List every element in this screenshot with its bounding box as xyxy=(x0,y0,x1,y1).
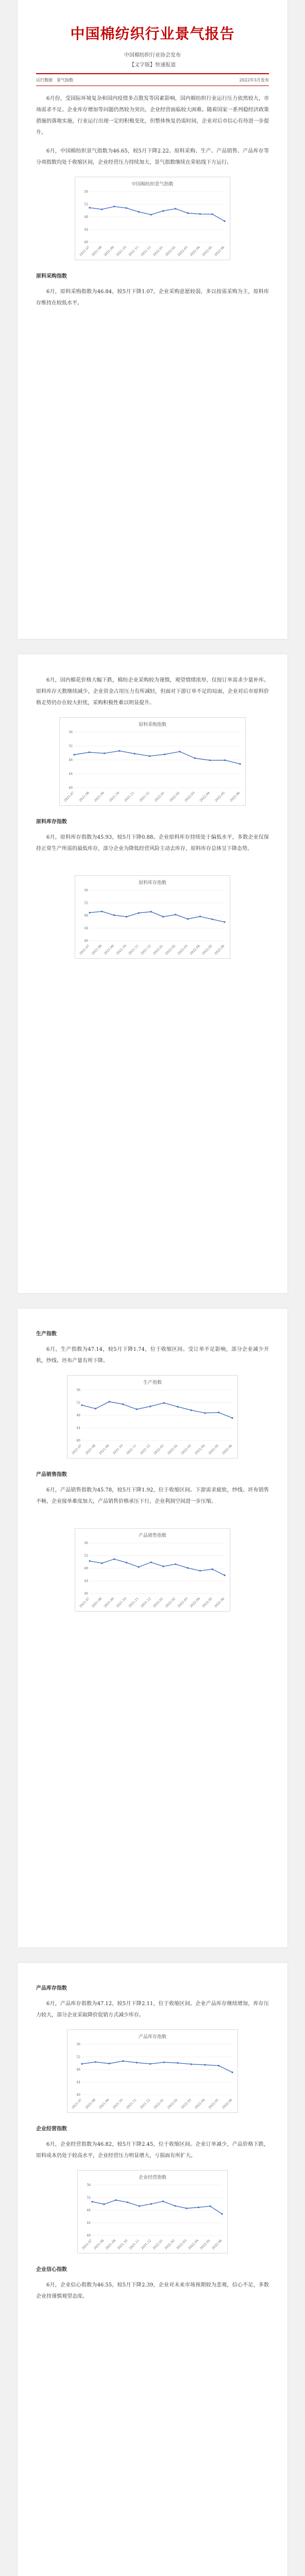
chart-title: 中国棉纺织景气指数 xyxy=(131,182,174,187)
data-point xyxy=(175,208,176,209)
left-tag: 运行数据 景气指数 xyxy=(36,78,73,82)
y-tick-label: 52 xyxy=(84,202,88,207)
x-tick-label: 2022.06 xyxy=(213,245,226,257)
x-tick-label: 2022.02 xyxy=(164,2239,176,2250)
data-point xyxy=(175,1563,176,1565)
x-tick-label: 2022.05 xyxy=(201,944,213,956)
x-tick-label: 2021.08 xyxy=(78,791,90,803)
page-1 xyxy=(18,0,287,639)
data-point xyxy=(139,2205,140,2207)
y-tick-label: 48 xyxy=(84,215,88,219)
chart-title: 产品库存指数 xyxy=(138,2035,167,2040)
x-tick-label: 2021.07 xyxy=(78,944,91,956)
y-tick-label: 52 xyxy=(69,744,73,748)
x-tick-label: 2021.09 xyxy=(103,1597,115,1608)
x-tick-label: 2022.05 xyxy=(201,1597,213,1608)
x-tick-label: 2022.01 xyxy=(152,1597,164,1608)
x-tick-label: 2021.11 xyxy=(126,1444,138,1455)
y-tick-label: 40 xyxy=(69,786,73,790)
y-tick-label: 48 xyxy=(87,2209,91,2212)
section-title-production: 生产指数 xyxy=(36,1331,57,1337)
data-point xyxy=(162,2200,164,2202)
chart-operation xyxy=(77,2170,228,2253)
page-3 xyxy=(18,1309,287,1947)
y-tick-label: 40 xyxy=(87,2234,91,2238)
data-point xyxy=(164,754,165,755)
x-tick-label: 2021.09 xyxy=(98,2098,110,2110)
data-point xyxy=(150,1562,151,1563)
data-point xyxy=(199,213,201,215)
data-point xyxy=(187,212,189,214)
y-tick-label: 56 xyxy=(87,2183,91,2187)
data-point xyxy=(218,2065,219,2066)
x-tick-label: 2022.03 xyxy=(184,791,196,803)
data-point xyxy=(113,1558,115,1560)
data-point xyxy=(149,755,150,757)
x-tick-label: 2022.02 xyxy=(164,1597,177,1608)
x-tick-label: 2021.11 xyxy=(126,2098,138,2110)
x-tick-label: 2022.03 xyxy=(177,1597,189,1608)
y-tick-label: 56 xyxy=(76,2043,80,2046)
section-title-operation: 企业经营指数 xyxy=(36,2126,67,2132)
raw-purchase-paragraph: 6月，原料采购指数为46.84，较5月下降1.07，企业采购意愿较弱，多以按需采购为主，原料库存维持在较低水平。 xyxy=(36,289,269,306)
series-line xyxy=(92,2200,222,2214)
data-point xyxy=(162,210,164,212)
y-tick-label: 40 xyxy=(84,1592,88,1596)
data-point xyxy=(224,759,226,761)
raw-stock-paragraph: 6月，原料库存指数为45.93，较5月下降0.88。企业原料库存持续处于偏低水平，多数企业仅保持正常生产所需的最低库存，部分企业为降低经营风险主动去库存，原料库存总体呈下降态势。 xyxy=(36,835,269,852)
intro-paragraph: 6月份，受国际环境复杂和国内疫情多点散发等因素影响，国内棉纺织行业运行压力依然较大，市场需求不足、企业库存增加等问题仍然较为突出，企业经营面临较大困难。随着国家一系列稳经济政策措施的落地实施，行业运行出现一定的积极变化，但整体恢复仍需时间，企业对后市信心有待进一步提升。 xyxy=(36,96,269,135)
chart-svg xyxy=(75,177,230,260)
chart-svg xyxy=(75,876,230,958)
x-tick-label: 2022.05 xyxy=(208,2098,219,2110)
chart-raw-purchase xyxy=(59,717,246,806)
data-point xyxy=(162,1566,164,1567)
data-point xyxy=(118,750,120,752)
data-point xyxy=(191,2063,192,2065)
x-tick-label: 2021.07 xyxy=(81,2239,93,2250)
data-point xyxy=(186,2208,188,2209)
data-point xyxy=(204,1412,206,1414)
x-tick-label: 2022.03 xyxy=(176,2239,188,2250)
x-tick-label: 2022.03 xyxy=(180,1444,192,1455)
chart-title: 生产指数 xyxy=(143,1380,162,1385)
x-tick-label: 2021.12 xyxy=(140,2239,152,2250)
x-tick-label: 2021.11 xyxy=(128,1597,140,1608)
data-point xyxy=(212,919,213,920)
issue-date: 2022年3月发布 xyxy=(239,78,269,82)
section-title-raw-stock: 原料库存指数 xyxy=(36,819,67,825)
x-tick-label: 2021.10 xyxy=(115,1597,127,1608)
x-tick-label: 2021.09 xyxy=(93,791,105,803)
data-point xyxy=(138,211,140,213)
page-4 xyxy=(18,1963,287,2576)
data-point xyxy=(101,209,103,210)
data-point xyxy=(73,754,75,755)
x-tick-label: 2021.12 xyxy=(140,944,152,956)
operation-paragraph: 6月，企业经营指数为46.82，较5月下降2.45，位于收缩区间。企业订单减少，产品价格下跌，原料成本仍处于较高水平，企业经营压力明显增大，亏损面有所扩大。 xyxy=(36,2142,269,2159)
data-point xyxy=(89,207,90,209)
x-tick-label: 2022.01 xyxy=(152,245,164,257)
chart-raw-stock xyxy=(75,875,230,959)
x-tick-label: 2022.04 xyxy=(189,245,201,257)
y-tick-label: 48 xyxy=(84,1567,88,1570)
data-point xyxy=(204,2064,206,2065)
data-point xyxy=(95,2061,96,2063)
x-tick-label: 2021.12 xyxy=(139,1444,151,1455)
data-point xyxy=(212,1568,213,1570)
data-point xyxy=(113,914,115,916)
data-point xyxy=(138,1566,140,1568)
y-tick-label: 44 xyxy=(69,772,73,776)
series-line xyxy=(82,1402,232,1418)
y-tick-label: 56 xyxy=(69,731,73,734)
x-tick-label: 2022.03 xyxy=(177,245,189,257)
y-tick-label: 44 xyxy=(84,1579,88,1583)
data-point xyxy=(179,751,180,752)
y-tick-label: 48 xyxy=(84,914,88,918)
x-tick-label: 2022.04 xyxy=(189,944,201,956)
x-tick-label: 2021.08 xyxy=(91,944,103,956)
data-point xyxy=(150,911,151,912)
data-point xyxy=(209,2206,211,2207)
x-tick-label: 2022.06 xyxy=(221,2098,233,2110)
x-tick-label: 2022.02 xyxy=(166,2098,179,2110)
data-point xyxy=(194,757,196,759)
data-point xyxy=(81,1404,82,1406)
chart-svg xyxy=(67,2030,238,2112)
x-tick-label: 2021.07 xyxy=(63,791,75,803)
data-point xyxy=(89,752,90,753)
sales-paragraph: 6月，产品销售指数为45.78，较5月下降1.92，位于收缩区间。下游需求疲软，纱线、坯布销售不畅，企业接单难度加大，产品销售价格承压下行，企业利润空间进一步压缩。 xyxy=(36,1487,269,1504)
x-tick-label: 2021.09 xyxy=(98,1444,110,1455)
summary-paragraph: 6月，中国棉纺织景气指数为46.65，较5月下降2.22。原料采购、生产、产品销售、产品库存等分项指数均处于收缩区间，企业经营压力持续加大，景气指数继续在荣枯线下方运行。 xyxy=(36,148,269,165)
y-tick-label: 40 xyxy=(76,1439,80,1443)
data-point xyxy=(150,2203,152,2205)
data-point xyxy=(221,2213,223,2215)
data-point xyxy=(231,1417,233,1419)
x-tick-label: 2021.07 xyxy=(78,245,91,257)
y-tick-label: 44 xyxy=(87,2221,91,2225)
data-point xyxy=(191,1410,192,1411)
data-point xyxy=(150,214,151,215)
x-tick-label: 2022.02 xyxy=(164,245,177,257)
y-tick-label: 56 xyxy=(84,190,88,194)
data-point xyxy=(108,2063,110,2064)
x-tick-label: 2022.04 xyxy=(194,1444,206,1455)
y-tick-label: 56 xyxy=(76,1388,80,1392)
y-tick-label: 52 xyxy=(87,2196,91,2200)
x-tick-label: 2022.01 xyxy=(153,2098,165,2110)
x-tick-label: 2022.05 xyxy=(208,1444,219,1455)
x-tick-label: 2021.11 xyxy=(128,2239,141,2250)
x-tick-label: 2021.09 xyxy=(105,2239,117,2250)
y-tick-label: 40 xyxy=(76,2093,80,2097)
section-title-confidence: 企业信心指数 xyxy=(36,2267,67,2273)
y-tick-label: 44 xyxy=(84,228,88,232)
chart-svg xyxy=(78,2171,227,2253)
data-point xyxy=(162,916,164,918)
data-point xyxy=(231,2072,233,2073)
x-tick-label: 2022.06 xyxy=(229,791,241,803)
data-point xyxy=(133,753,135,754)
data-point xyxy=(198,2207,199,2208)
data-point xyxy=(122,1403,124,1405)
data-point xyxy=(122,2060,124,2062)
data-point xyxy=(174,2205,176,2207)
y-tick-label: 48 xyxy=(76,1414,80,1417)
x-tick-label: 2022.03 xyxy=(177,944,189,956)
data-point xyxy=(138,912,140,914)
x-tick-label: 2021.10 xyxy=(116,2239,129,2250)
data-point xyxy=(89,1560,90,1562)
data-point xyxy=(199,1570,201,1571)
page-2 xyxy=(18,654,287,1293)
data-point xyxy=(126,916,127,918)
data-point xyxy=(91,2201,93,2202)
x-tick-label: 2022.01 xyxy=(154,791,166,803)
data-point xyxy=(163,2061,165,2063)
y-tick-label: 40 xyxy=(84,241,88,244)
x-tick-label: 2022.02 xyxy=(164,944,177,956)
x-tick-label: 2021.10 xyxy=(112,1444,124,1455)
x-tick-label: 2021.07 xyxy=(71,2098,83,2110)
report-series: 【文字版】快速报道 xyxy=(129,62,176,68)
header-rule xyxy=(36,73,269,74)
data-point xyxy=(108,1401,110,1402)
x-tick-label: 2021.08 xyxy=(84,2098,96,2110)
product-stock-paragraph: 6月，产品库存指数为47.12，较5月下降2.11，位于收缩区间。企业产品库存继续增加，库存压力较大，部分企业采取降价促销方式减少库存。 xyxy=(36,2001,269,2018)
data-point xyxy=(187,1567,189,1569)
data-point xyxy=(113,206,115,207)
production-paragraph: 6月，生产指数为47.14，较5月下降1.74，位于收缩区间。受订单不足影响，部分企业减少开机，纱线、坯布产量有所下降。 xyxy=(36,1347,269,1364)
x-tick-label: 2022.06 xyxy=(213,944,226,956)
confidence-paragraph: 6月，企业信心指数为46.55，较5月下降2.39，企业对未来市场预期较为悲观，信心不足，多数企业持谨慎观望态度。 xyxy=(36,2282,269,2299)
data-point xyxy=(149,1405,151,1407)
x-tick-label: 2021.08 xyxy=(93,2239,105,2250)
x-tick-label: 2022.02 xyxy=(166,1444,179,1455)
y-tick-label: 48 xyxy=(76,2068,80,2072)
x-tick-label: 2021.08 xyxy=(91,245,103,257)
x-tick-label: 2022.05 xyxy=(214,791,226,803)
x-tick-label: 2022.06 xyxy=(213,1597,226,1608)
x-tick-label: 2022.04 xyxy=(194,2098,206,2110)
data-point xyxy=(104,753,105,754)
chart-svg xyxy=(67,1376,238,1458)
data-point xyxy=(101,910,103,912)
chart-production xyxy=(67,1375,238,1459)
data-point xyxy=(187,918,189,920)
data-point xyxy=(136,1409,138,1410)
section-title-raw-purchase: 原料采购指数 xyxy=(36,274,67,279)
data-point xyxy=(224,921,225,923)
data-point xyxy=(224,221,225,222)
x-tick-label: 2021.12 xyxy=(140,245,152,257)
y-tick-label: 44 xyxy=(84,926,88,930)
chart-title: 产品销售指数 xyxy=(138,1533,167,1538)
series-line xyxy=(82,2061,232,2072)
y-tick-label: 44 xyxy=(76,2080,80,2084)
data-point xyxy=(218,1412,219,1413)
x-tick-label: 2021.07 xyxy=(78,1597,91,1608)
data-point xyxy=(175,914,176,916)
x-tick-label: 2021.09 xyxy=(103,944,115,956)
data-point xyxy=(177,1406,178,1408)
x-tick-label: 2022.01 xyxy=(152,2239,164,2250)
series-line xyxy=(90,911,225,922)
x-tick-label: 2021.09 xyxy=(103,245,115,257)
data-point xyxy=(115,2199,116,2201)
data-point xyxy=(212,213,213,215)
x-tick-label: 2021.10 xyxy=(115,245,127,257)
x-tick-label: 2022.06 xyxy=(211,2239,223,2250)
x-tick-label: 2021.12 xyxy=(140,1597,152,1608)
y-tick-label: 52 xyxy=(84,901,88,905)
series-line xyxy=(90,207,225,221)
meta-row xyxy=(36,77,269,83)
x-tick-label: 2022.05 xyxy=(199,2239,211,2250)
x-tick-label: 2021.10 xyxy=(115,944,127,956)
data-point xyxy=(136,2062,138,2063)
data-point xyxy=(199,916,201,917)
chart-product-stock xyxy=(67,2029,238,2113)
chart-sales xyxy=(75,1528,230,1612)
publisher: 中国棉纺织行业协会发布 xyxy=(124,53,181,58)
page2-top-paragraph: 6月，国内棉花价格大幅下跌，棉纺企业采购较为谨慎，观望情绪浓厚，仅按订单需求少量补库。原料库存天数继续减少，企业资金占用压力有所减轻，但面对下游订单不足的局面，企业对后市原料价格走势仍存在较大担忧，采购积极性难以明显提升。 xyxy=(36,677,269,706)
x-tick-label: 2022.01 xyxy=(153,1444,165,1455)
y-tick-label: 56 xyxy=(84,1541,88,1545)
y-tick-label: 48 xyxy=(69,758,73,762)
chart-overall xyxy=(75,177,230,260)
x-tick-label: 2021.11 xyxy=(124,791,135,803)
y-tick-label: 40 xyxy=(84,939,88,943)
chart-title: 企业经营指数 xyxy=(138,2175,167,2180)
y-tick-label: 52 xyxy=(76,1401,80,1405)
data-point xyxy=(126,207,127,209)
x-tick-label: 2021.12 xyxy=(139,791,150,803)
data-point xyxy=(126,1562,127,1563)
section-title-product-stock: 产品库存指数 xyxy=(36,1986,67,1991)
x-tick-label: 2022.06 xyxy=(221,1444,233,1455)
x-tick-label: 2021.10 xyxy=(108,791,121,803)
data-point xyxy=(224,1574,225,1576)
x-tick-label: 2021.12 xyxy=(139,2098,151,2110)
section-title-sales: 产品销售指数 xyxy=(36,1472,67,1478)
chart-title: 原料库存指数 xyxy=(138,880,167,886)
x-tick-label: 2022.04 xyxy=(188,2239,199,2250)
x-tick-label: 2021.11 xyxy=(128,245,140,257)
chart-title: 原料采购指数 xyxy=(138,722,167,727)
x-tick-label: 2021.11 xyxy=(128,944,140,956)
x-tick-label: 2022.03 xyxy=(180,2098,192,2110)
y-tick-label: 52 xyxy=(76,2055,80,2059)
series-line xyxy=(90,1559,225,1575)
data-point xyxy=(177,2062,178,2064)
x-tick-label: 2022.05 xyxy=(201,245,213,257)
data-point xyxy=(89,912,90,913)
y-tick-label: 56 xyxy=(84,889,88,892)
chart-svg xyxy=(75,1529,230,1611)
y-tick-label: 52 xyxy=(84,1554,88,1558)
chart-svg xyxy=(60,718,245,805)
x-tick-label: 2022.02 xyxy=(168,791,181,803)
series-line xyxy=(74,751,240,764)
data-point xyxy=(103,2204,105,2205)
x-tick-label: 2021.08 xyxy=(91,1597,103,1608)
x-tick-label: 2021.10 xyxy=(112,2098,124,2110)
data-point xyxy=(239,763,241,765)
x-tick-label: 2022.01 xyxy=(152,944,164,956)
x-tick-label: 2021.08 xyxy=(84,1444,96,1455)
data-point xyxy=(209,759,211,761)
data-point xyxy=(163,1402,165,1404)
data-point xyxy=(81,2063,82,2064)
x-tick-label: 2022.04 xyxy=(189,1597,201,1608)
data-point xyxy=(101,1563,103,1564)
data-point xyxy=(95,1408,96,1410)
x-tick-label: 2022.04 xyxy=(199,791,211,803)
data-point xyxy=(127,2201,128,2203)
data-point xyxy=(149,2063,151,2064)
x-tick-label: 2021.07 xyxy=(71,1444,83,1455)
y-tick-label: 44 xyxy=(76,1426,80,1430)
report-title: 中国棉纺织行业景气报告 xyxy=(70,25,235,42)
